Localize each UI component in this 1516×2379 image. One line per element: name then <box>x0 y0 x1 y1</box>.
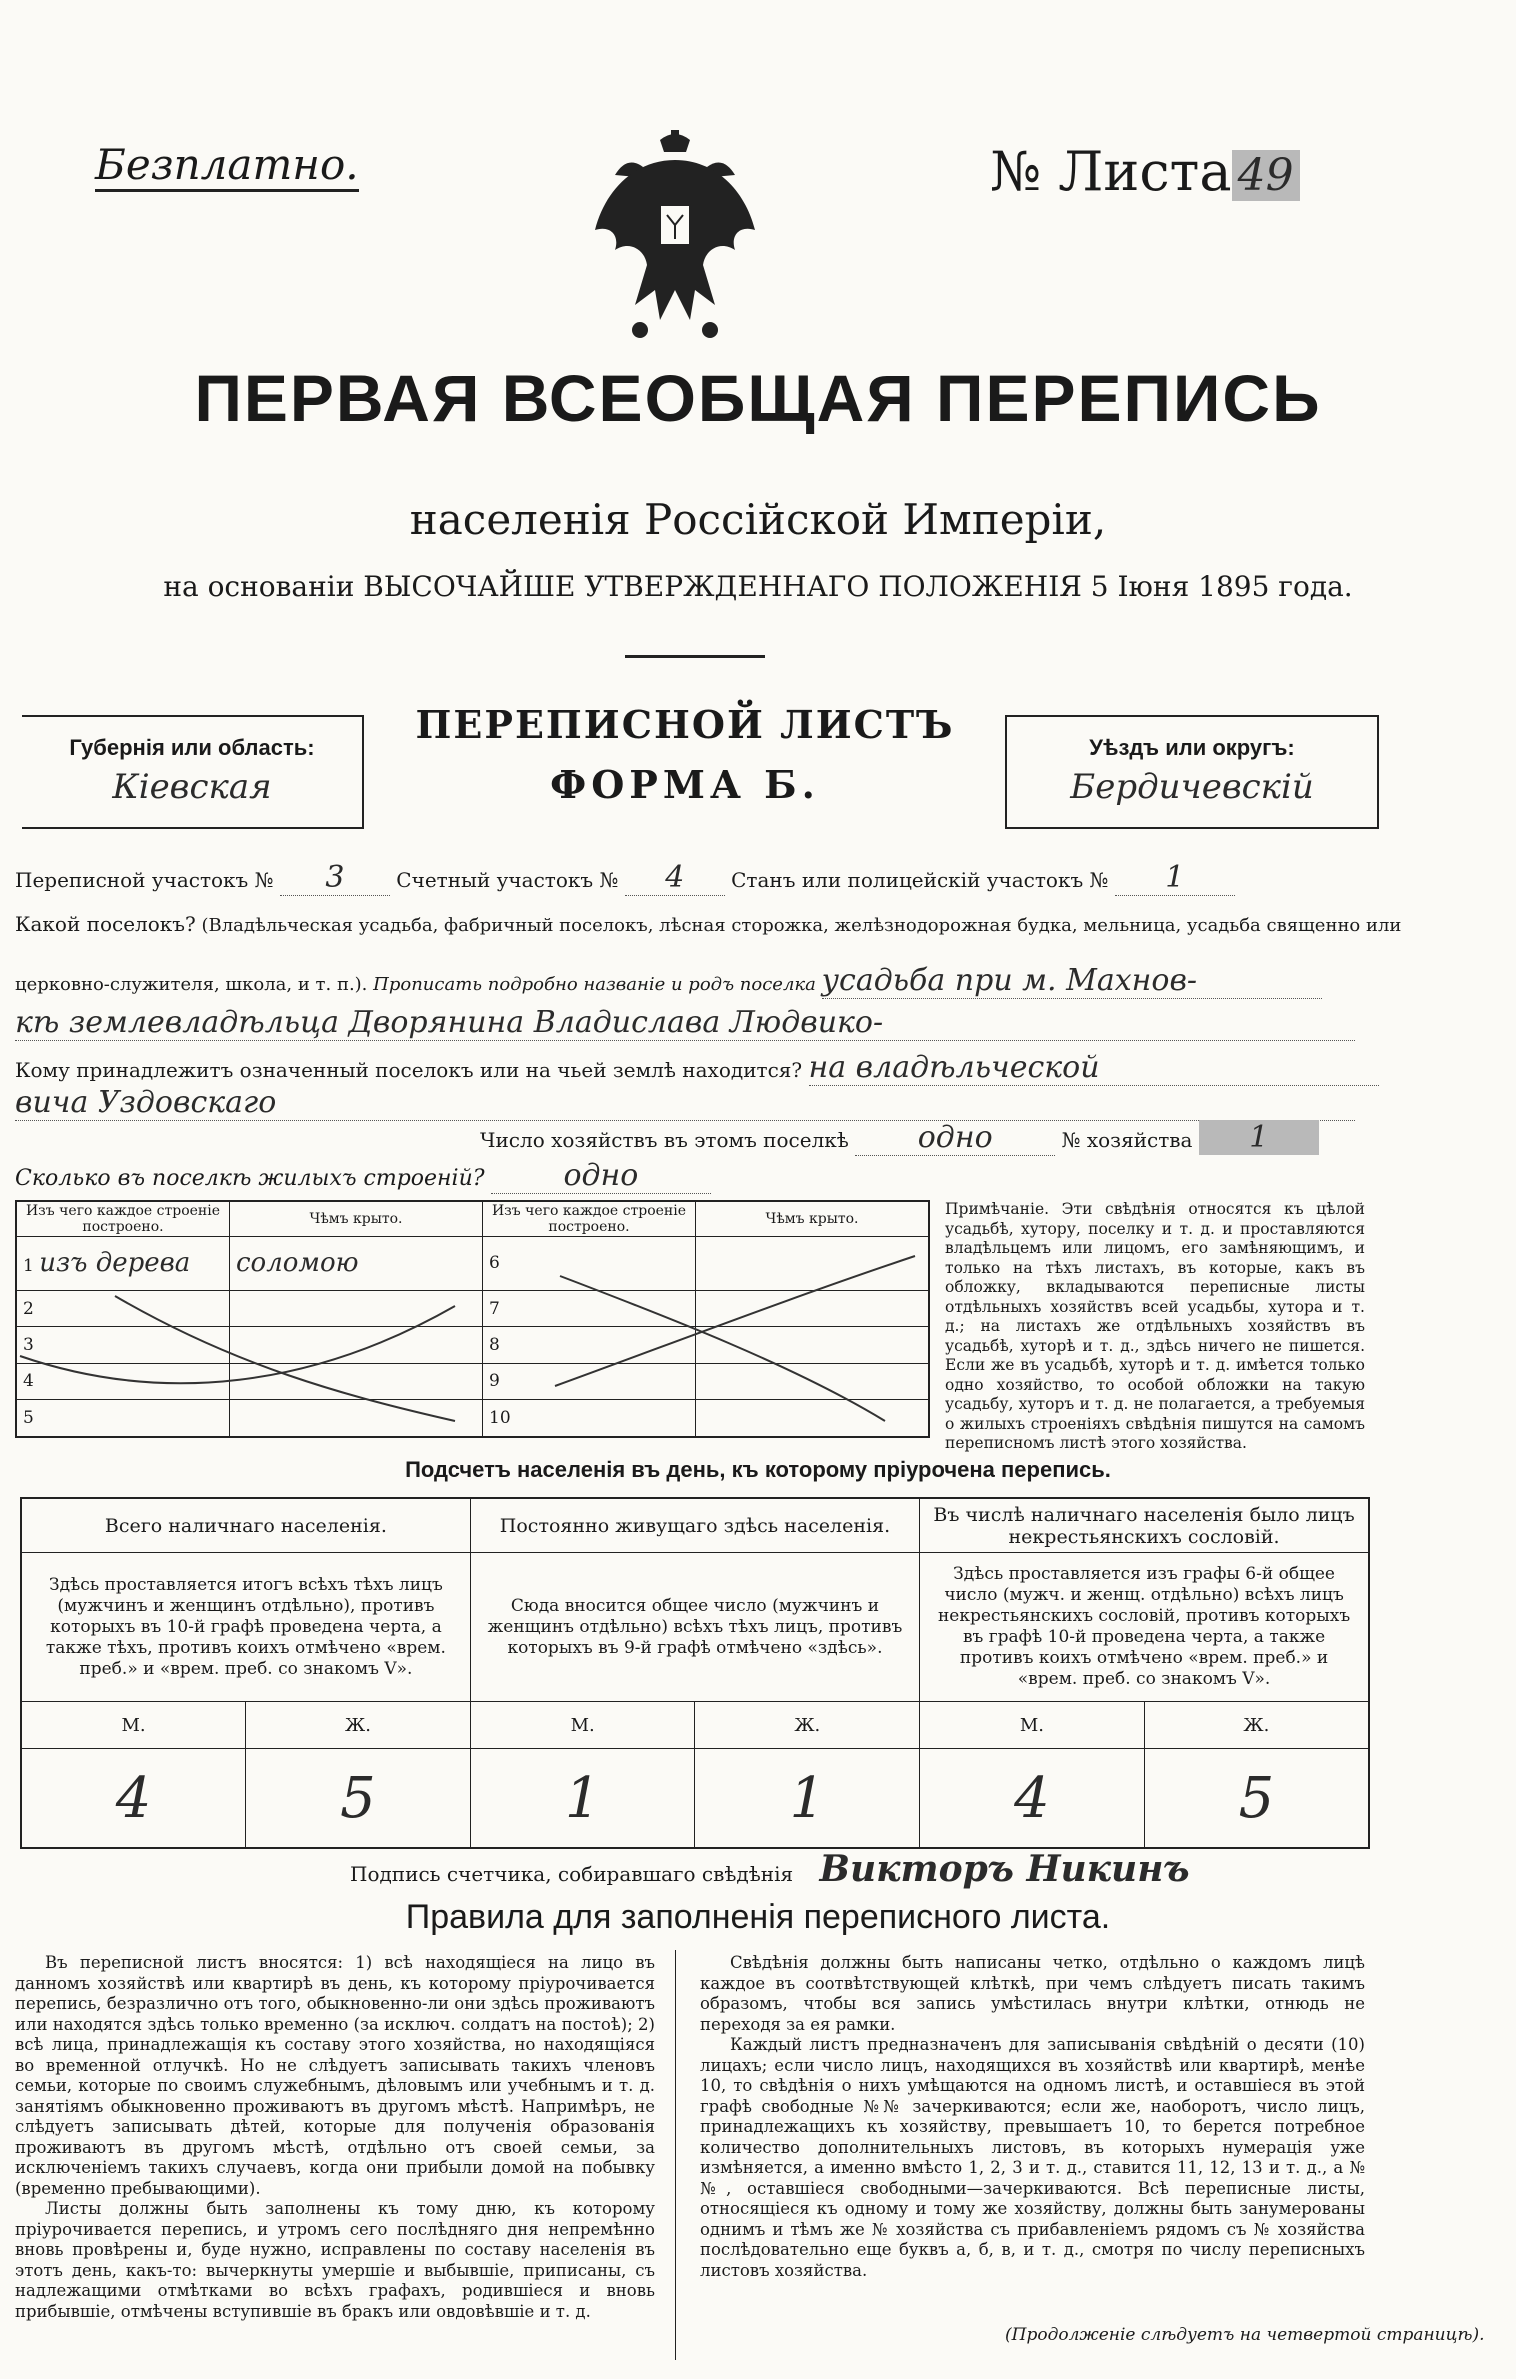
areas-row <box>15 860 1235 896</box>
population-count-table <box>20 1497 1370 1849</box>
signature-value: Викторъ Никинъ <box>819 1848 1190 1890</box>
buildings-count-row <box>15 1158 711 1194</box>
legal-basis-line: на основаніи ВЫСОЧАЙШЕ УТВЕРЖДЕННАГО ПОЛОЖЕНІЯ 5 Іюня 1895 года. <box>163 570 1353 603</box>
cross-out-strokes <box>15 1236 930 1438</box>
settlement-value-2: кѣ землевладѣльца Дворянина Владислава Людвико- <box>15 1005 1355 1041</box>
non-peasant-male-value: 4 <box>920 1749 1145 1849</box>
row1-roof: соломою <box>236 1248 359 1279</box>
row-number: 10 <box>483 1400 696 1437</box>
present-female-value: 5 <box>246 1749 471 1849</box>
signature-row <box>350 1848 1190 1890</box>
female-header: Ж. <box>695 1702 920 1749</box>
column-divider <box>675 1950 676 2360</box>
male-header: М. <box>21 1702 246 1749</box>
settlement-instruction: Прописать подробно названіе и родъ поселка <box>373 974 816 995</box>
province-label: Губернія или область: <box>69 735 315 760</box>
row-number: 2 <box>16 1290 230 1326</box>
district-box <box>1005 715 1379 829</box>
district-label: Уѣздъ или округъ: <box>1089 735 1295 760</box>
permanent-population-desc: Сюда вносится общее число (мужчинъ и женщинъ отдѣльно) всѣхъ тѣхъ лицъ, противъ которыхъ въ 9-й графѣ отмѣчено «здѣсь». <box>470 1553 919 1702</box>
male-header: М. <box>470 1702 695 1749</box>
count-heading: Подсчетъ населенія въ день, къ которому пріурочена перепись. <box>405 1457 1111 1482</box>
male-header: М. <box>920 1702 1145 1749</box>
form-name: ФОРМА Б. <box>550 762 820 807</box>
document-subtitle: населенія Россійской Имперіи, <box>409 495 1107 544</box>
census-area-label: Переписной участокъ № <box>15 868 274 892</box>
permanent-population-header: Постоянно живущаго здѣсь населенія. <box>470 1498 919 1553</box>
census-area-value: 3 <box>280 860 390 896</box>
female-header: Ж. <box>1144 1702 1369 1749</box>
rules-right-column <box>700 1953 1365 2281</box>
free-label: Безплатно. <box>95 140 359 192</box>
imperial-eagle-emblem <box>575 130 775 345</box>
owner-row <box>15 1050 1379 1086</box>
district-value: Бердичевскій <box>1070 767 1314 807</box>
col-material-header: Изъ чего каждое строеніе построено. <box>16 1201 230 1237</box>
row-number: 1 <box>23 1256 34 1277</box>
non-peasant-female-value: 5 <box>1144 1749 1369 1849</box>
title-divider <box>625 655 765 658</box>
present-population-header: Всего наличнаго населенія. <box>21 1498 470 1553</box>
present-male-value: 4 <box>21 1749 246 1849</box>
settlement-question: Какой поселокъ? <box>15 912 196 936</box>
stan-label: Станъ или полицейскій участокъ № <box>731 868 1109 892</box>
settlement-hint: (Владѣльческая усадьба, фабричный поселокъ, лѣсная сторожка, желѣзнодорожная будка, мельница, усадьба священно или <box>201 915 1402 936</box>
continued-note: (Продолженіе слѣдуетъ на четвертой страницѣ). <box>1005 2325 1485 2345</box>
owner-question: Кому принадлежитъ означенный поселокъ или на чьей землѣ находится? <box>15 1058 803 1082</box>
count-area-value: 4 <box>625 860 725 896</box>
sheet-number <box>990 140 1300 203</box>
household-number-value: 1 <box>1199 1120 1319 1155</box>
owner-value-1: на владѣльческой <box>809 1050 1379 1086</box>
settlement-row-3 <box>15 1005 1355 1041</box>
row-number: 4 <box>16 1363 230 1399</box>
settlement-row <box>15 912 1401 936</box>
settlement-value-1: усадьба при м. Махнов- <box>822 963 1322 999</box>
province-value: Кіевская <box>112 767 272 807</box>
row-number: 5 <box>16 1400 230 1437</box>
non-peasant-desc: Здѣсь проставляется изъ графы 6-й общее число (мужч. и женщ. отдѣльно) всѣхъ лицъ некрестьянскихъ сословій, противъ которыхъ въ графѣ 10-й проведена черта, а также противъ коихъ отмѣчено «врем. преб.» и «врем. преб. со знакомъ V». <box>920 1553 1369 1702</box>
sheet-number-label: № Листа <box>990 140 1232 203</box>
households-label: Число хозяйствъ въ этомъ поселкѣ <box>480 1128 849 1152</box>
owner-row-2 <box>15 1085 1355 1121</box>
present-population-desc: Здѣсь проставляется итогъ всѣхъ тѣхъ лицъ (мужчинъ и женщинъ отдѣльно), противъ которыхъ въ 10-й графѣ проведена черта, а также тѣхъ, противъ коихъ отмѣчено «врем. преб.» и «врем. преб. со знакомъ V». <box>21 1553 470 1702</box>
col-material-header-2: Изъ чего каждое строеніе построено. <box>483 1201 696 1237</box>
rules-paragraph: Листы должны быть заполнены къ тому дню, къ которому пріурочивается перепись, и утромъ сего послѣдняго дня непремѣнно вновь провѣрены и, буде нужно, исправлены по составу населенія въ этотъ день, какъ-то: вычеркнуты умершіе и выбывшіе, приписаны, съ надлежащими отмѣтками во всѣхъ графахъ, родившіеся и вновь прибывшіе, отмѣчены вступившіе въ бракъ или овдовѣвшіе и т. д. <box>15 2199 655 2321</box>
households-value: одно <box>855 1120 1055 1156</box>
rules-heading: Правила для заполненія переписного листа. <box>405 1898 1111 1936</box>
buildings-count-label: Сколько въ поселкѣ жилыхъ строеній? <box>15 1166 485 1191</box>
count-area-label: Счетный участокъ № <box>396 868 619 892</box>
settlement-hint-2: церковно-служителя, школа, и т. п.). <box>15 974 368 995</box>
province-box <box>22 715 364 829</box>
row-number: 3 <box>16 1327 230 1363</box>
permanent-male-value: 1 <box>470 1749 695 1849</box>
female-header: Ж. <box>246 1702 471 1749</box>
rules-paragraph: Въ переписной листъ вносятся: 1) всѣ находящіеся на лицо въ данномъ хозяйствѣ или квартирѣ въ день, къ которому пріурочивается перепись, безразлично отъ того, обыкновенно-ли они здѣсь проживаютъ или находятся здѣсь только временно (за исключ. солдатъ на постоѣ); 2) всѣ лица, принадлежащія къ составу этого хозяйства, но находящіяся во временной отлучкѣ. Но не слѣдуетъ записывать такихъ членовъ семьи, которые по своимъ служебнымъ, дѣловымъ или учебнымъ и т. д. занятіямъ обыкновенно проживаютъ въ другомъ мѣстѣ. Напримѣръ, не слѣдуетъ записывать дѣтей, которые для полученія образованія проживаютъ въ другомъ мѣстѣ, отдѣльно отъ своей семьи, за исключеніемъ такихъ случаевъ, когда они прибыли домой на побывку (временно пребывающими). <box>15 1953 655 2198</box>
rules-paragraph: Каждый листъ предназначенъ для записыванія свѣдѣній о десяти (10) лицахъ; если число лицъ, находящихся въ хозяйствѣ или квартирѣ, менѣе 10, то свѣдѣнія о нихъ умѣщаются на одномъ листѣ, и оставшіеся въ этой графѣ свободные №№ зачеркиваются; если же, наоборотъ, число лицъ, принадлежащихъ къ хозяйству, превышаетъ 10, то берется потребное количество дополнительныхъ листовъ, въ которыхъ нумерація уже измѣняется, а именно вмѣсто 1, 2, 3 и т. д., ставится 11, 12, 13 и т. д., а №№, оставшіеся свободными—зачеркиваются. Всѣ переписные листы, относящіеся къ одному и тому же хозяйству, должны быть занумерованы однимъ и тѣмъ же № хозяйства съ прибавленіемъ рядомъ съ № хозяйства послѣдовательно еще буквъ а, б, в, и т. д., смотря по числу переписныхъ листовъ хозяйства. <box>700 2035 1365 2280</box>
col-roof-header-2: Чѣмъ крыто. <box>696 1201 930 1237</box>
col-roof-header: Чѣмъ крыто. <box>230 1201 483 1237</box>
stan-value: 1 <box>1115 860 1235 896</box>
households-row <box>480 1120 1319 1156</box>
non-peasant-header: Въ числѣ наличнаго населенія было лицъ некрестьянскихъ сословій. <box>920 1498 1369 1553</box>
row-number: 7 <box>483 1290 696 1326</box>
row-number: 6 <box>489 1253 500 1274</box>
signature-label: Подпись счетчика, собиравшаго свѣдѣнія <box>350 1862 794 1886</box>
owner-value-2: вича Уздовскаго <box>15 1085 1355 1121</box>
row1-material: изъ дерева <box>39 1248 191 1279</box>
buildings-count-value: одно <box>491 1158 711 1194</box>
settlement-row-2 <box>15 963 1322 999</box>
note-text: Примѣчаніе. Эти свѣдѣнія относятся къ цѣлой усадьбѣ, хутору, поселку и т. д. и проставляются владѣльцемъ или лицомъ, его замѣняющимъ, и только на тѣхъ листахъ, въ которые, какъ въ обложку, вкладываются переписные листы отдѣльныхъ хозяйствъ всей усадьбы, хутора и т. д.; на листахъ же отдѣльныхъ хозяйствъ въ усадьбѣ, хуторѣ и т. д., здѣсь ничего не пишется. Если же въ усадьбѣ, хуторѣ и т. д. имѣется только одно хозяйство, то особой обложки на такую усадьбу, хуторъ и т. д. не полагается, а требуемыя о жилыхъ строеніяхъ свѣдѣнія пишутся на самомъ переписномъ листѣ этого хозяйства. <box>945 1200 1365 1452</box>
permanent-female-value: 1 <box>695 1749 920 1849</box>
rules-left-column <box>15 1953 655 2322</box>
sheet-number-value: 49 <box>1232 150 1300 201</box>
row-number: 8 <box>483 1327 696 1363</box>
form-title: ПЕРЕПИСНОЙ ЛИСТЪ <box>415 702 955 747</box>
document-title: ПЕРВАЯ ВСЕОБЩАЯ ПЕРЕПИСЬ <box>194 361 1322 435</box>
household-number-label: № хозяйства <box>1061 1128 1193 1152</box>
rules-paragraph: Свѣдѣнія должны быть написаны четко, отдѣльно о каждомъ лицѣ каждое въ соотвѣтствующей клѣткѣ, при чемъ слѣдуетъ писать такимъ образомъ, чтобы вся запись умѣстилась внутри клѣтки, отнюдь не переходя за ея рамки. <box>700 1953 1365 2034</box>
row-number: 9 <box>483 1363 696 1399</box>
